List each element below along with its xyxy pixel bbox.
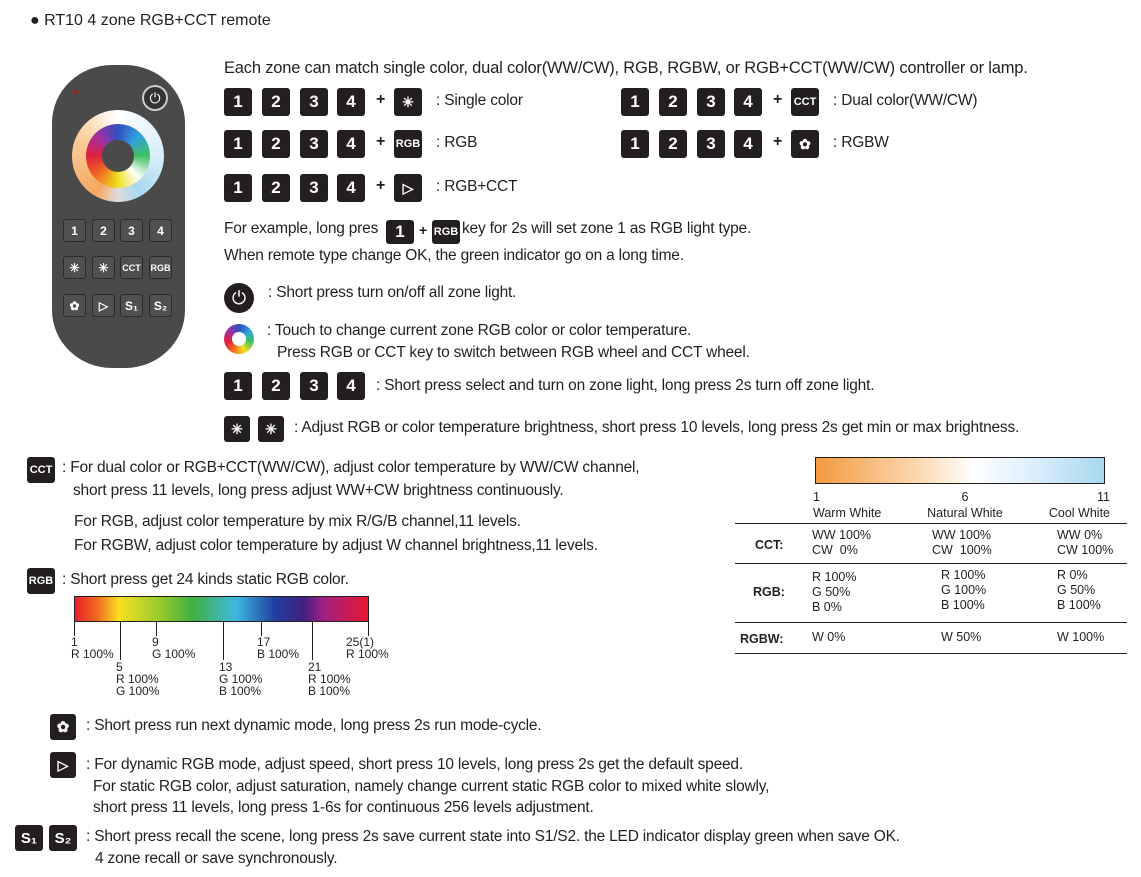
example-post: key for 2s will set zone 1 as RGB light type. [462, 220, 752, 237]
cct-line-2: short press 11 levels, long press adjust WW+CW brightness continuously. [73, 482, 564, 499]
key-2: 2 [262, 372, 290, 400]
spectrum-index: 13 [219, 660, 233, 674]
key-2: 2 [262, 88, 290, 116]
spectrum-label [116, 661, 159, 697]
rgb-desc: : Short press get 24 kinds static RGB color. [62, 571, 349, 588]
table-cell: W 50% [941, 630, 982, 644]
cct-line-4: For RGBW, adjust color temperature by adjust W channel brightness,11 levels. [74, 537, 598, 554]
plus: + [773, 133, 783, 150]
key-4: 4 [337, 372, 365, 400]
s2-key: S₂ [49, 825, 77, 851]
wheel-desc-1: : Touch to change current zone RGB color or color temperature. [267, 322, 692, 339]
spectrum-label [346, 636, 389, 660]
cct-col-index: 6 [961, 490, 969, 504]
power-desc: : Short press turn on/off all zone light. [268, 284, 517, 301]
key-3: 3 [697, 88, 725, 116]
type-key-0: ✳ [394, 88, 422, 116]
speed-line-2: For static RGB color, adjust saturation, namely change current static RGB color to mixed white slowly, [93, 778, 770, 795]
rgb-key: RGB [27, 568, 55, 594]
brightness-desc: : Adjust RGB or color temperature brightness, short press 10 levels, long press 2s get min or max brightness. [294, 419, 1020, 436]
remote-cct: CCT [120, 256, 143, 279]
speed-icon: ▷ [50, 752, 76, 778]
spectrum-tick [223, 622, 224, 660]
cct-line-1: : For dual color or RGB+CCT(WW/CW), adjust color temperature by WW/CW channel, [62, 459, 640, 476]
plus: + [376, 177, 386, 194]
spectrum-label [308, 661, 351, 697]
key-1: 1 [224, 174, 252, 202]
key-3: 3 [300, 130, 328, 158]
type-label-0: : Single color [436, 92, 523, 109]
cct-col-name: Cool White [1048, 506, 1110, 520]
spectrum-label [219, 661, 262, 697]
row-label: RGBW: [740, 632, 784, 646]
intro-text: Each zone can match single color, dual color(WW/CW), RGB, RGBW, or RGB+CCT(WW/CW) controller or lamp. [224, 59, 1028, 77]
remote-s2: S₂ [149, 294, 172, 317]
key-2: 2 [659, 130, 687, 158]
spectrum-tick [74, 622, 75, 636]
spectrum-index: 1 [71, 635, 78, 649]
cct-col-index: 11 [1097, 490, 1110, 504]
type-key-4: ▷ [394, 174, 422, 202]
remote-brightness-up: ✳ [92, 256, 115, 279]
remote-rgb: RGB [149, 256, 172, 279]
table-divider [735, 563, 1127, 564]
row-label: CCT: [755, 538, 784, 552]
rgb-spectrum-bar [74, 596, 369, 622]
table-divider [735, 622, 1127, 623]
row-label: RGB: [753, 585, 785, 599]
table-cell: WW 0% CW 100% [1057, 528, 1114, 557]
key-1: 1 [386, 220, 414, 244]
spectrum-value: R 100% B 100% [308, 672, 351, 698]
type-key-1: CCT [791, 88, 819, 116]
spectrum-value: R 100% G 100% [116, 672, 160, 698]
cct-col-name: Natural White [927, 506, 1003, 520]
power-icon: ⏻ [142, 85, 168, 111]
cct-col-index: 1 [813, 490, 820, 504]
type-label-2: : RGB [436, 134, 478, 151]
remote-mode-icon: ✿ [63, 294, 86, 317]
brightness-up-icon: ✳ [258, 416, 284, 442]
key-4: 4 [337, 130, 365, 158]
type-key-2: RGB [394, 130, 422, 158]
key-1: 1 [224, 130, 252, 158]
remote-key-3: 3 [120, 219, 143, 242]
dynamic-desc: : Short press run next dynamic mode, long press 2s run mode-cycle. [86, 717, 542, 734]
plus: + [419, 222, 428, 238]
type-label-3: : RGBW [833, 134, 889, 151]
table-cell: W 100% [1057, 630, 1105, 644]
page-title: ● RT10 4 zone RGB+CCT remote [30, 12, 271, 29]
key-4: 4 [734, 88, 762, 116]
remote-key-4: 4 [149, 219, 172, 242]
spectrum-index: 17 [257, 635, 271, 649]
key-2: 2 [659, 88, 687, 116]
table-cell: WW 100% CW 0% [812, 528, 872, 557]
spectrum-index: 25(1) [346, 635, 375, 649]
table-divider [735, 523, 1127, 524]
cct-col-name: Warm White [813, 506, 882, 520]
spectrum-index: 5 [116, 660, 123, 674]
remote-key-2: 2 [92, 219, 115, 242]
table-cell: R 0% G 50% B 100% [1057, 568, 1101, 612]
remote-speed-icon: ▷ [92, 294, 115, 317]
table-cell: R 100% G 100% B 100% [941, 568, 987, 612]
type-key-3: ✿ [791, 130, 819, 158]
speed-line-1: : For dynamic RGB mode, adjust speed, short press 10 levels, long press 2s get the default speed. [86, 756, 743, 773]
s1-key: S₁ [15, 825, 43, 851]
spectrum-value: G 100% B 100% [219, 672, 263, 698]
key-3: 3 [300, 372, 328, 400]
table-cell: W 0% [812, 630, 846, 644]
table-cell: WW 100% CW 100% [932, 528, 992, 557]
spectrum-value: R 100% [346, 647, 389, 661]
spectrum-tick [368, 622, 369, 636]
speed-line-3: short press 11 levels, long press 1-6s for continuous 256 levels adjustment. [93, 799, 594, 816]
key-1: 1 [621, 130, 649, 158]
spectrum-tick [312, 622, 313, 660]
led-indicator [74, 90, 78, 94]
power-icon: ⏻ [224, 283, 254, 313]
dynamic-mode-icon: ✿ [50, 714, 76, 740]
spectrum-label [257, 636, 299, 660]
spectrum-tick [261, 622, 262, 636]
spectrum-value: G 100% [152, 647, 196, 661]
table-cell: R 100% G 50% B 0% [812, 570, 857, 614]
plus: + [376, 91, 386, 108]
cct-key: CCT [27, 457, 55, 483]
key-4: 4 [337, 88, 365, 116]
key-2: 2 [262, 174, 290, 202]
key-1: 1 [224, 372, 252, 400]
remote-illustration [52, 65, 185, 368]
spectrum-index: 21 [308, 660, 322, 674]
brightness-down-icon: ✳ [224, 416, 250, 442]
key-3: 3 [300, 88, 328, 116]
type-label-4: : RGB+CCT [436, 178, 518, 195]
key-3: 3 [300, 174, 328, 202]
key-4: 4 [337, 174, 365, 202]
spectrum-tick [156, 622, 157, 636]
plus: + [376, 133, 386, 150]
remote-key-1: 1 [63, 219, 86, 242]
key-3: 3 [697, 130, 725, 158]
key-rgb: RGB [432, 220, 460, 244]
key-1: 1 [621, 88, 649, 116]
remote-s1: S₁ [120, 294, 143, 317]
remote-brightness-down: ✳ [63, 256, 86, 279]
spectrum-index: 9 [152, 635, 159, 649]
cct-gradient-bar [815, 457, 1105, 484]
key-2: 2 [262, 130, 290, 158]
color-wheel [72, 110, 164, 202]
table-divider [735, 653, 1127, 654]
spectrum-label [71, 636, 114, 660]
scene-line-2: 4 zone recall or save synchronously. [95, 850, 338, 867]
key-4: 4 [734, 130, 762, 158]
example-pre: For example, long pres [224, 220, 379, 237]
plus: + [773, 91, 783, 108]
color-wheel-icon [224, 324, 254, 354]
spectrum-label [152, 636, 195, 660]
spectrum-tick [120, 622, 121, 660]
example-line2: When remote type change OK, the green indicator go on a long time. [224, 247, 684, 264]
scene-line-1: : Short press recall the scene, long press 2s save current state into S1/S2. the LED indicator display green when save OK. [86, 828, 900, 845]
cct-line-3: For RGB, adjust color temperature by mix R/G/B channel,11 levels. [74, 513, 521, 530]
key-1: 1 [224, 88, 252, 116]
spectrum-value: B 100% [257, 647, 300, 661]
zones-desc: : Short press select and turn on zone light, long press 2s turn off zone light. [376, 377, 875, 394]
spectrum-value: R 100% [71, 647, 114, 661]
wheel-desc-2: Press RGB or CCT key to switch between RGB wheel and CCT wheel. [277, 344, 750, 361]
type-label-1: : Dual color(WW/CW) [833, 92, 978, 109]
